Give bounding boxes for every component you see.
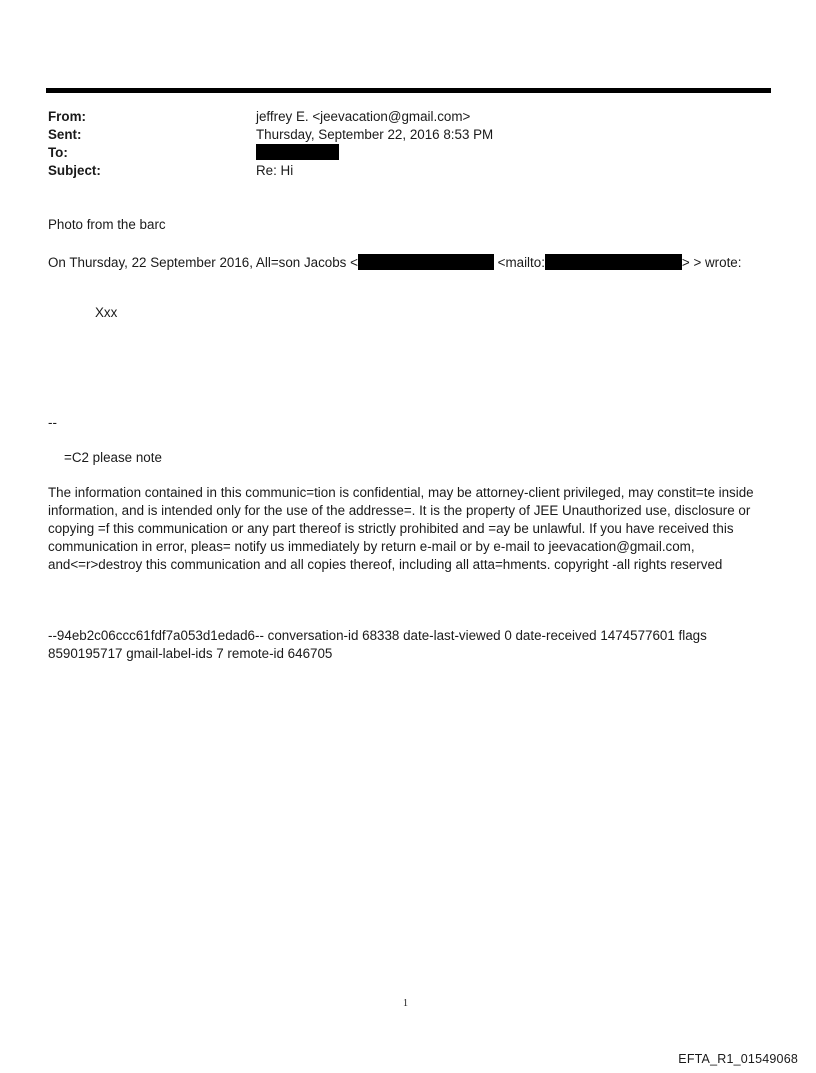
quoted-text: Xxx bbox=[95, 305, 118, 320]
quote-attribution bbox=[48, 254, 741, 272]
from-label: From: bbox=[48, 109, 86, 124]
redaction-box bbox=[545, 254, 682, 270]
page-number: 1 bbox=[403, 998, 408, 1009]
subject-label: Subject: bbox=[48, 163, 101, 178]
quote-mailto: <mailto: bbox=[497, 255, 545, 270]
please-note: =C2 please note bbox=[64, 450, 162, 465]
quote-prefix: On Thursday, 22 September 2016, All=son Jacobs < bbox=[48, 255, 358, 270]
subject-value: Re: Hi bbox=[256, 163, 294, 178]
to-label: To: bbox=[48, 145, 68, 160]
separator: -- bbox=[48, 415, 57, 430]
document-id: EFTA_R1_01549068 bbox=[678, 1052, 798, 1066]
disclaimer-paragraph: The information contained in this communic=tion is confidential, may be attorney-client privileged, may constit=te inside information, and is intended only for the use of the addresse=. It is the property of JEE Unauthorized use, disclosure or copying =f this communication or any part thereof is strictly prohibited and =ay be unlawful. If you have received this communication in error, pleas= notify us immediately by return e-mail or by e-mail to jeevacation@gmail.com, and<=r>destroy this communication and all copies thereof, including all atta=hments. copyright -all rights reserved bbox=[48, 485, 754, 572]
sent-label: Sent: bbox=[48, 127, 82, 142]
to-value bbox=[256, 144, 339, 162]
redaction-box bbox=[256, 144, 339, 160]
header-rule bbox=[46, 88, 771, 93]
sent-value: Thursday, September 22, 2016 8:53 PM bbox=[256, 127, 494, 142]
redaction-box bbox=[358, 254, 494, 270]
from-value: jeffrey E. <jeevacation@gmail.com> bbox=[256, 109, 471, 124]
quote-suffix: > > wrote: bbox=[681, 255, 742, 270]
metadata-paragraph: --94eb2c06ccc61fdf7a053d1edad6-- conversation-id 68338 date-last-viewed 0 date-received 1474577601 flags 8590195717 gmail-label-ids 7 remote-id 646705 bbox=[48, 628, 707, 661]
body-line: Photo from the barc bbox=[48, 217, 166, 232]
